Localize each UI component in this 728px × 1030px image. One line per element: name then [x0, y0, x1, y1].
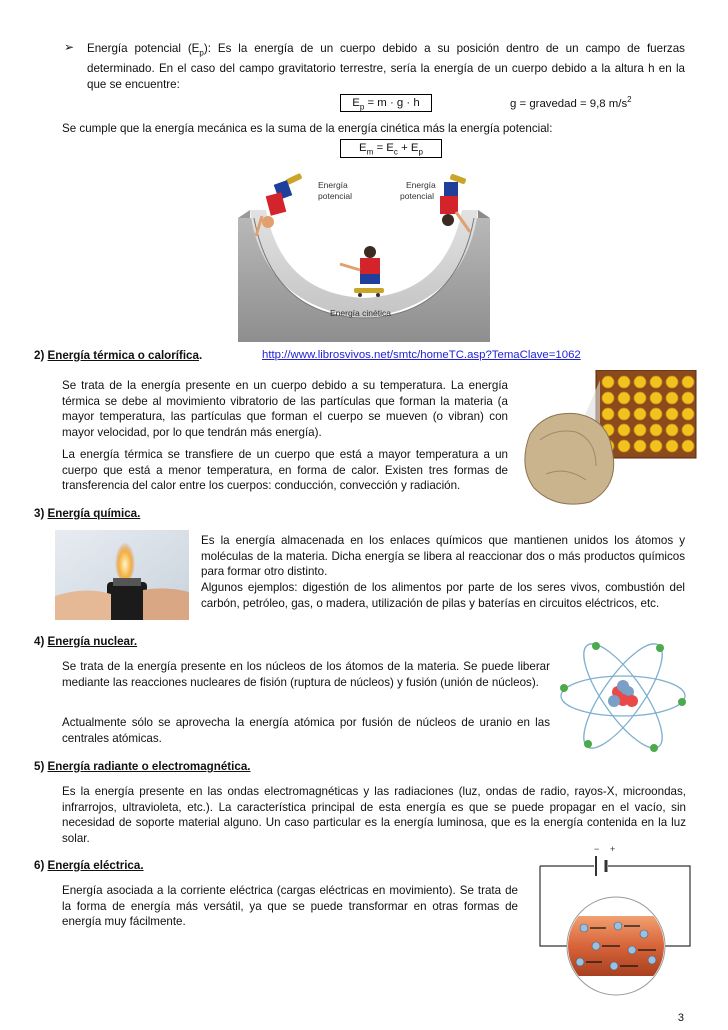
label-potential-right-1: Energía — [406, 180, 436, 190]
page-number: 3 — [677, 1012, 684, 1024]
chemical-paragraph-2: Algunos ejemplos: digestión de los alimentos por parte de los seres vivos, combustión del carbón, petróleo, gas, o madera, utilización de pilas y baterías en circuitos eléctricos, etc. — [201, 581, 685, 610]
mechanical-energy-formula: $E_m = E_c + E_p$ — [340, 139, 442, 158]
bullet-arrow: ➢ — [64, 40, 75, 54]
electric-circuit-illustration — [534, 842, 698, 1000]
thermal-paragraph-2: La energía térmica se transfiere de un cuerpo que está a mayor temperatura a un cuerpo que está a menor temperatura, en forma de calor. Existen tres formas de transferencia del calor entre los cuerpos: conducción, convección y radiación. — [62, 448, 508, 493]
mechanical-energy-sentence: Se cumple que la energía mecánica es la suma de la energía cinética más la energía potencial: — [62, 122, 553, 135]
skate-ramp-illustration — [232, 166, 496, 342]
potential-energy-formula: $E_p = m \cdot g \cdot h$ — [340, 94, 432, 112]
thermal-paragraph-1: Se trata de la energía presente en un cuerpo debido a su temperatura. La energía térmica se debe al movimiento vibratorio de las partículas que forman la materia (a mayor temperatura, las partículas que forman el cuerpo se mueven (o vibran) con mayor velocidad, por lo que tendrán más energía). — [62, 379, 508, 439]
battery-minus: − — [594, 844, 600, 854]
thermal-particles-illustration — [516, 370, 698, 510]
heading-electric: 6) Energía eléctrica. — [34, 859, 144, 872]
heading-radiant: 5) Energía radiante o electromagnética. — [34, 760, 251, 773]
thermal-link[interactable]: http://www.librosvivos.net/smtc/homeTC.asp?TemaClave=1062 — [262, 349, 581, 361]
gravity-note: g = gravedad = 9,8 $m/s^2$ — [510, 95, 632, 110]
electric-paragraph: Energía asociada a la corriente eléctrica (cargas eléctricas en movimiento). Se trata de la forma de energía más versátil, ya que se puede transformar en otras formas de energía muy fácilmente. — [62, 884, 518, 929]
atom-illustration — [556, 640, 690, 754]
heading-chemical: 3) Energía química. — [34, 507, 141, 520]
label-potential-right-2: potencial — [400, 191, 435, 201]
battery-plus: + — [610, 844, 616, 854]
chemical-paragraph-1: Es la energía almacenada en los enlaces químicos que mantienen unidos los átomos y moléculas de la materia. Dicha energía se libera al reaccionar dos o más productos químicos para formar otro distinto. — [201, 534, 685, 579]
potential-energy-paragraph: Energía potencial $(E_p)$: Es la energía de un cuerpo debido a su posición dentro de un campo de fuerzas determinado. En el caso del campo gravitatorio terrestre, sería la energía de un cuerpo debido a la altura h en la que se encuentre: — [87, 42, 685, 91]
nuclear-paragraph-1: Se trata de la energía presente en los núcleos de los átomos de la materia. Se puede liberar mediante las reacciones nucleares de fisión (ruptura de núcleos) y fusión (unión de núcleos). — [62, 660, 550, 689]
label-potential-left-2: potencial — [318, 191, 353, 201]
nuclear-paragraph-2: Actualmente sólo se aprovecha la energía atómica por fusión de núcleos de uranio en las centrales atómicas. — [62, 716, 550, 745]
label-potential-left-1: Energía — [318, 180, 348, 190]
radiant-paragraph: Es la energía presente en las ondas electromagnéticas y las radiaciones (luz, ondas de radio, rayos-X, microondas, infrarrojos, ultravioleta, etc.). La característica principal de esta energía es que se puede propagar en el vacío, sin necesidad de soporte material alguno. Un caso particular es la energía luminosa, que es la energía contenida en la luz solar. — [62, 785, 686, 845]
lighter-photo — [55, 530, 189, 620]
label-kinetic: Energía cinética — [330, 308, 391, 318]
heading-nuclear: 4) Energía nuclear. — [34, 635, 138, 648]
skater-bottom-icon — [340, 246, 384, 297]
nucleus-icon — [608, 680, 638, 707]
heading-thermal: 2) Energía térmica o calorífica. — [34, 349, 203, 362]
skater-right-icon — [440, 173, 470, 232]
